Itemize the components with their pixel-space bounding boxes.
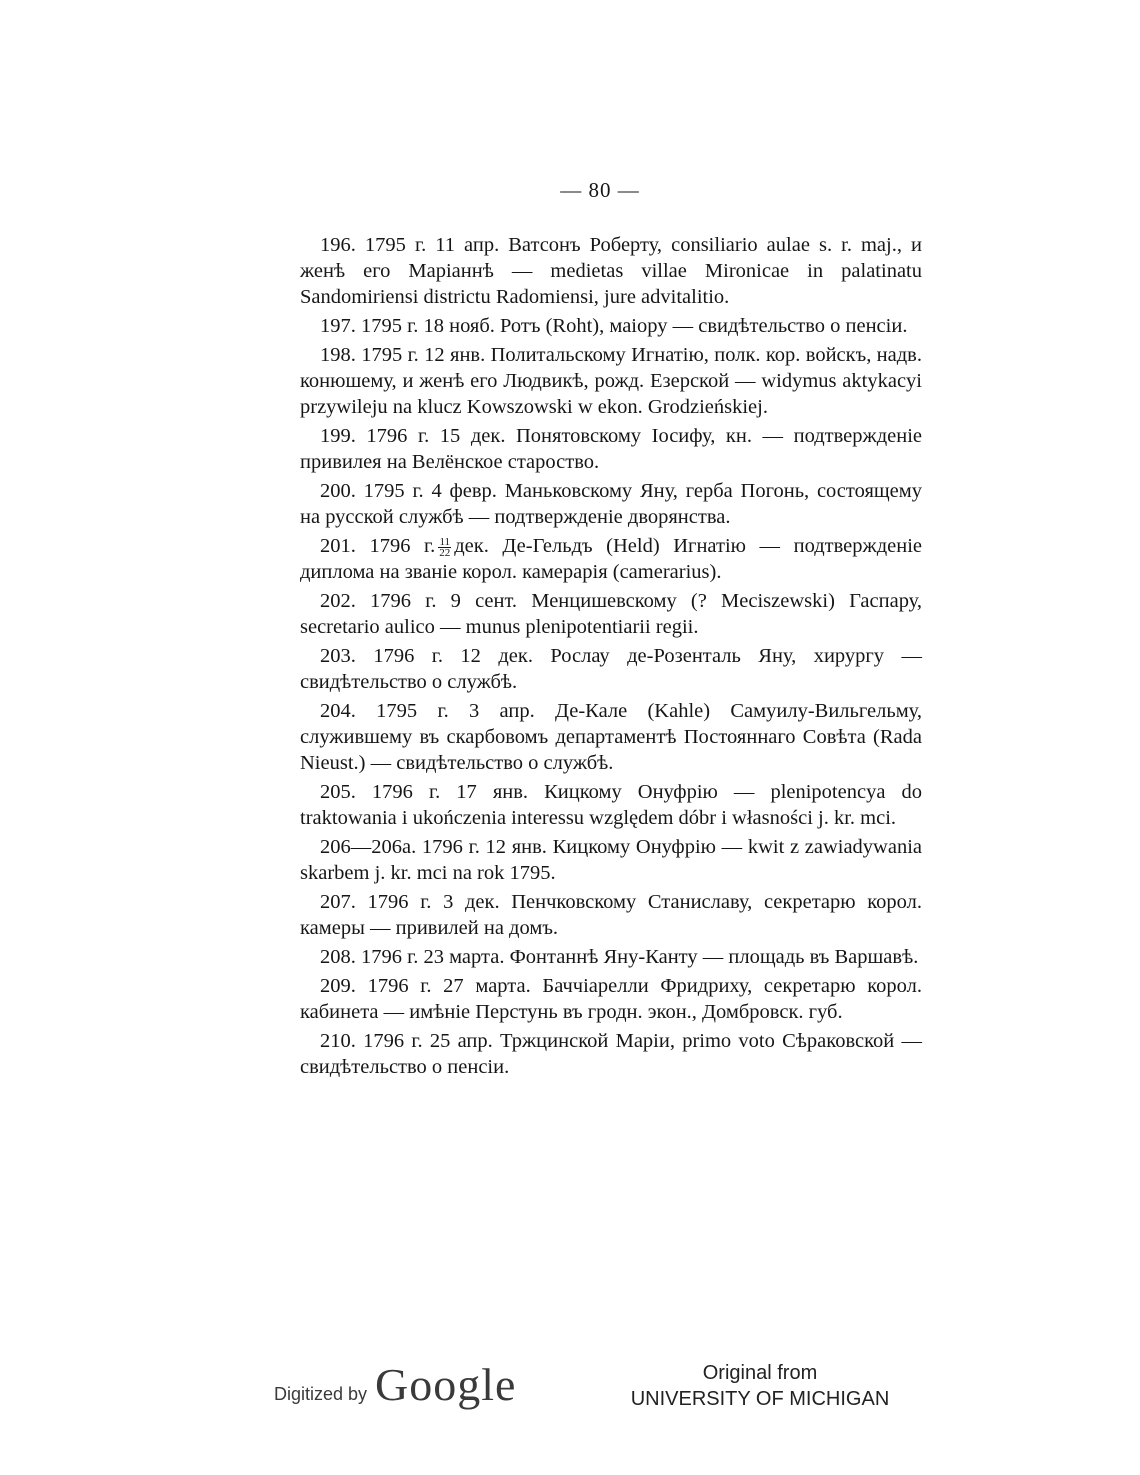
entry-207: 207. 1796 г. 3 дек. Пенчковскому Станиславу, секретарю корол. камеры — привилей на домъ. bbox=[300, 891, 922, 939]
entry-205: 205. 1796 г. 17 янв. Кицкому Онуфрію — plenipotencya do traktowania i ukończenia interessu względem dóbr i własności j. kr. mci. bbox=[300, 781, 922, 829]
fraction-denominator: 22 bbox=[439, 546, 451, 559]
digitized-by-google bbox=[274, 1358, 516, 1411]
institution-name: UNIVERSITY OF MICHIGAN bbox=[630, 1388, 890, 1410]
entry-203: 203. 1796 г. 12 дек. Рослау де-Розенталь Яну, хирургу — свидѣтельство о службѣ. bbox=[300, 645, 922, 693]
digitized-by-label: Digitized by bbox=[274, 1384, 368, 1404]
entry-202: 202. 1796 г. 9 сент. Менцишевскому (? Meciszewski) Гаспару, secretario aulico — munus plenipotentiarii regii. bbox=[300, 590, 922, 638]
original-source bbox=[610, 1360, 910, 1412]
entry-list bbox=[300, 232, 922, 1083]
entry-197: 197. 1795 г. 18 нояб. Ротъ (Roht), маіору — свидѣтельство о пенсіи. bbox=[320, 315, 908, 337]
entry-201 bbox=[300, 533, 922, 585]
entry-210: 210. 1796 г. 25 апр. Тржцинской Маріи, primo voto Сѣраковской — свидѣтельство о пенсіи. bbox=[300, 1030, 922, 1078]
fraction-numerator: 11 bbox=[439, 535, 451, 548]
entry-209: 209. 1796 г. 27 марта. Баччіарелли Фридриху, секретарю корол. кабинета — имѣніе Перстунь въ гродн. экон., Домбровск. губ. bbox=[300, 975, 922, 1023]
entry-196: 196. 1795 г. 11 апр. Ватсонъ Роберту, consiliario aulae s. r. maj., и женѣ его Маріаннѣ — medietas villae Mironicae in palatinatu Sandomiriensi districtu Radomiensi, jure advitalitio. bbox=[300, 234, 922, 308]
page-number: — 80 — bbox=[560, 178, 640, 202]
entry-199: 199. 1796 г. 15 дек. Понятовскому Іосифу, кн. — подтвержденіе привилея на Велёнское староство. bbox=[300, 425, 922, 473]
google-logo: Google bbox=[375, 1359, 517, 1410]
entry-201-body: дек. Де-Гельдъ (Held) Игнатію — подтвержденіе диплома на званіе корол. камерарія (camerarius). bbox=[300, 535, 922, 583]
entry-200: 200. 1795 г. 4 февр. Маньковскому Яну, герба Погонь, состоящему на русской службѣ — подтвержденіе дворянства. bbox=[300, 480, 922, 528]
entry-204: 204. 1795 г. 3 апр. Де-Кале (Kahle) Самуилу-Вильгельму, служившему въ скарбовомъ департаментѣ Постояннаго Совѣта (Rada Nieust.) — свидѣтельство о службѣ. bbox=[300, 700, 922, 774]
date-fraction bbox=[438, 537, 451, 558]
entry-198: 198. 1795 г. 12 янв. Политальскому Игнатію, полк. кор. войскъ, надв. конюшему, и женѣ его Людвикѣ, рожд. Езерской — widymus aktykacyi przywileju na klucz Kowszowski w ekon. Grodzieńskiej. bbox=[300, 344, 922, 418]
entry-208: 208. 1796 г. 23 марта. Фонтаннѣ Яну-Канту — площадь въ Варшавѣ. bbox=[320, 946, 919, 968]
entry-201-date: 201. 1796 г. bbox=[320, 535, 436, 557]
original-from-label: Original from bbox=[702, 1362, 818, 1384]
entry-206: 206—206a. 1796 г. 12 янв. Кицкому Онуфрію — kwit z zawiadywania skarbem j. kr. mci na rok 1795. bbox=[300, 836, 922, 884]
